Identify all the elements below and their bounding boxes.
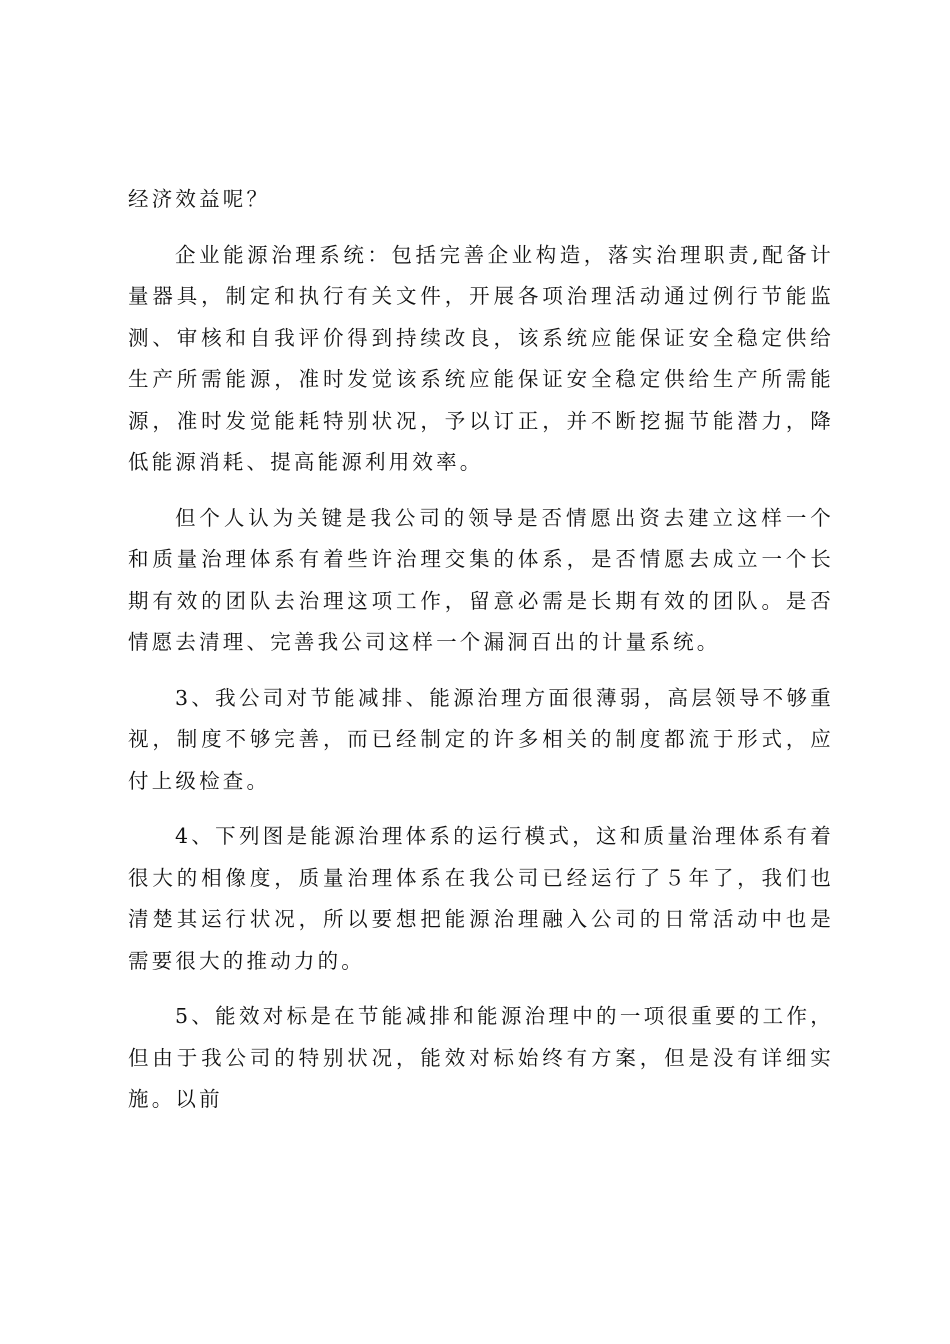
- paragraph-4: 3、我公司对节能减排、能源治理方面很薄弱，高层领导不够重视，制度不够完善，而已经制定的许多相关的制度都流于形式，应付上级检查。: [128, 685, 834, 793]
- paragraph-3: 但个人认为关键是我公司的领导是否情愿出资去建立这样一个和质量治理体系有着些许治理交集的体系，是否情愿去成立一个长期有效的团队去治理这项工作，留意必需是长期有效的团队。是否情愿去清理、完善我公司这样一个漏洞百出的计量系统。: [128, 505, 834, 654]
- paragraph-6: 5、能效对标是在节能减排和能源治理中的一项很重要的工作，但由于我公司的特别状况，能效对标始终有方案，但是没有详细实施。以前: [128, 1004, 834, 1111]
- paragraph-1: 经济效益呢？: [128, 187, 271, 211]
- document-body: [128, 179, 834, 1121]
- paragraph-5: 4、下列图是能源治理体系的运行模式，这和质量治理体系有着很大的相像度，质量治理体系在我公司已经运行了５年了，我们也清楚其运行状况，所以要想把能源治理融入公司的日常活动中也是需要很大的推动力的。: [128, 824, 834, 973]
- paragraph-2: 企业能源治理系统：包括完善企业构造，落实治理职责,配备计量器具，制定和执行有关文件，开展各项治理活动通过例行节能监测、审核和自我评价得到持续改良，该系统应能保证安全稳定供给生产所需能源，准时发觉该系统应能保证安全稳定供给生产所需能源，准时发觉能耗特别状况，予以订正，并不断挖掘节能潜力，降低能源消耗、提高能源利用效率。: [128, 242, 834, 474]
